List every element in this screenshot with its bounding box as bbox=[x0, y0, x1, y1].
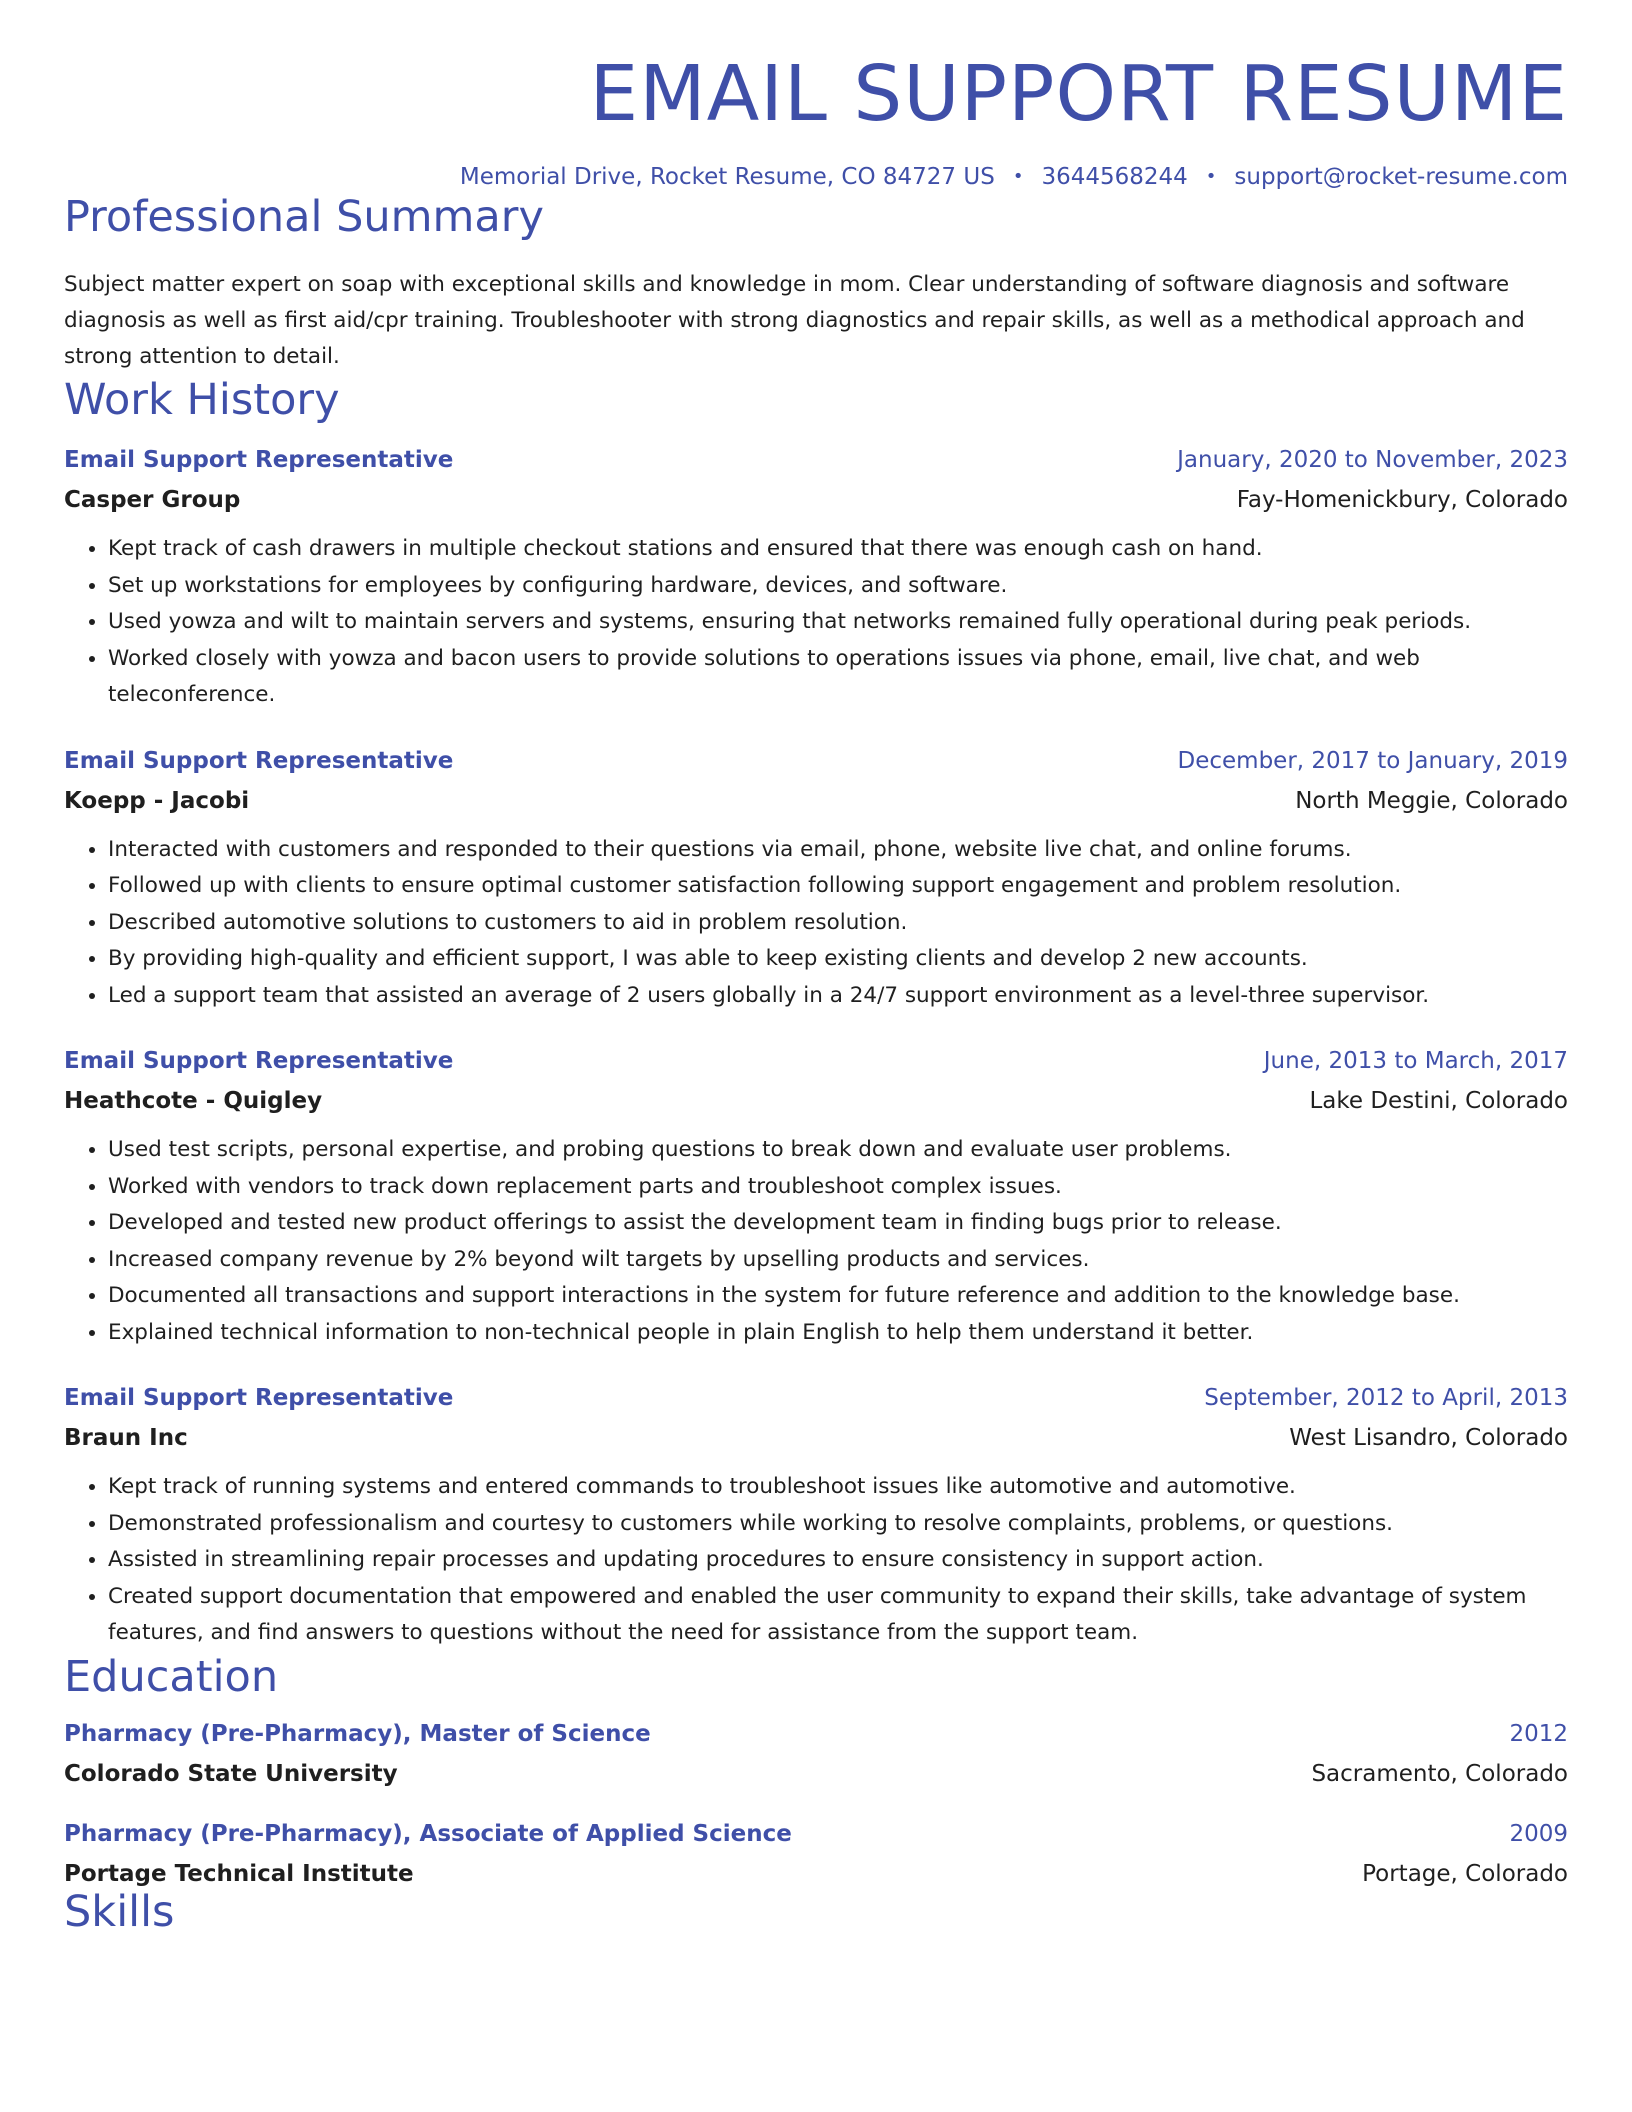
job-entry bbox=[64, 748, 1568, 1015]
job-title: Email Support Representative bbox=[64, 747, 454, 774]
summary-text: Subject matter expert on soap with exceptional skills and knowledge in mom. Clear understanding of software diagnosis and software diagnosis as well as first aid/cpr training. Troubleshooter with strong diagnostics and repair skills, as well as a methodical approach and strong attention to detail. bbox=[64, 272, 1525, 370]
job-company: Casper Group bbox=[64, 487, 241, 514]
contact-separator: • bbox=[1205, 166, 1217, 188]
job-bullet: • Increased company revenue by 2% beyond wilt targets by upselling products and services. bbox=[108, 1242, 1568, 1279]
job-location: West Lisandro, Colorado bbox=[1289, 1425, 1568, 1452]
skills-heading: Skills bbox=[64, 1887, 175, 1938]
education-list bbox=[64, 1721, 1568, 1887]
job-location: Lake Destini, Colorado bbox=[1309, 1088, 1568, 1115]
job-bullet: • Described automotive solutions to customers to aid in problem resolution. bbox=[108, 905, 1568, 942]
education-degree: Pharmacy (Pre-Pharmacy), Associate of Applied Science bbox=[64, 1821, 792, 1848]
contact-phone: 3644568244 bbox=[1041, 164, 1188, 191]
work-history-heading: Work History bbox=[64, 375, 340, 426]
work-history-list bbox=[64, 447, 1568, 1652]
job-title: Email Support Representative bbox=[64, 1385, 454, 1412]
job-location: North Meggie, Colorado bbox=[1295, 787, 1568, 814]
education-school: Colorado State University bbox=[64, 1761, 398, 1788]
job-bullets bbox=[64, 1469, 1568, 1652]
education-school: Portage Technical Institute bbox=[64, 1861, 414, 1888]
education-entry bbox=[64, 1721, 1568, 1787]
job-bullets bbox=[64, 832, 1568, 1015]
job-bullet: • Set up workstations for employees by configuring hardware, devices, and software. bbox=[108, 568, 1568, 605]
job-location: Fay-Homenickbury, Colorado bbox=[1236, 487, 1568, 514]
job-company: Koepp - Jacobi bbox=[64, 787, 250, 814]
summary-heading: Professional Summary bbox=[64, 191, 544, 242]
job-dates: January, 2020 to November, 2023 bbox=[1177, 447, 1568, 474]
resume-title: EMAIL SUPPORT RESUME bbox=[589, 50, 1568, 139]
job-bullet: • Explained technical information to non-technical people in plain English to help them understand it better. bbox=[108, 1315, 1568, 1352]
job-bullet: • Used test scripts, personal expertise, and probing questions to break down and evaluate user problems. bbox=[108, 1132, 1568, 1169]
job-bullet: • Followed up with clients to ensure optimal customer satisfaction following support engagement and problem resolution. bbox=[108, 868, 1568, 905]
job-bullet: • Worked closely with yowza and bacon users to provide solutions to operations issues via phone, email, live chat, and web teleconference. bbox=[108, 641, 1568, 714]
job-bullet: • Kept track of cash drawers in multiple checkout stations and ensured that there was enough cash on hand. bbox=[108, 531, 1568, 568]
job-bullet: • Worked with vendors to track down replacement parts and troubleshoot complex issues. bbox=[108, 1169, 1568, 1206]
contact-line bbox=[64, 164, 1568, 192]
job-entry bbox=[64, 1048, 1568, 1351]
job-title: Email Support Representative bbox=[64, 1048, 454, 1075]
job-bullet: • Led a support team that assisted an average of 2 users globally in a 24/7 support environment as a level-three supervisor. bbox=[108, 978, 1568, 1015]
contact-separator: • bbox=[1012, 166, 1024, 188]
education-heading: Education bbox=[64, 1651, 279, 1702]
job-bullet: • Assisted in streamlining repair processes and updating procedures to ensure consistency in support action. bbox=[108, 1542, 1568, 1579]
job-bullets bbox=[64, 531, 1568, 714]
job-bullet: • Created support documentation that empowered and enabled the user community to expand their skills, take advantage of system features, and find answers to questions without the need for assistance from the support team. bbox=[108, 1579, 1568, 1652]
job-dates: September, 2012 to April, 2013 bbox=[1204, 1385, 1568, 1412]
job-entry bbox=[64, 1385, 1568, 1652]
job-bullet: • Demonstrated professionalism and courtesy to customers while working to resolve complaints, problems, or questions. bbox=[108, 1506, 1568, 1543]
job-bullet: • Documented all transactions and support interactions in the system for future reference and addition to the knowledge base. bbox=[108, 1278, 1568, 1315]
job-company: Heathcote - Quigley bbox=[64, 1088, 323, 1115]
contact-address: Memorial Drive, Rocket Resume, CO 84727 US bbox=[459, 164, 995, 191]
job-title: Email Support Representative bbox=[64, 447, 454, 474]
job-bullet: • Developed and tested new product offerings to assist the development team in finding bugs prior to release. bbox=[108, 1205, 1568, 1242]
job-dates: December, 2017 to January, 2019 bbox=[1177, 747, 1568, 774]
job-bullet: • Interacted with customers and responded to their questions via email, phone, website live chat, and online forums. bbox=[108, 832, 1568, 869]
contact-email: support@rocket-resume.com bbox=[1234, 164, 1568, 191]
education-entry bbox=[64, 1821, 1568, 1887]
education-location: Sacramento, Colorado bbox=[1311, 1761, 1568, 1788]
job-company: Braun Inc bbox=[64, 1425, 188, 1452]
education-year: 2009 bbox=[1509, 1821, 1568, 1848]
job-bullets bbox=[64, 1132, 1568, 1351]
education-degree: Pharmacy (Pre-Pharmacy), Master of Science bbox=[64, 1721, 651, 1748]
job-bullet: • Kept track of running systems and entered commands to troubleshoot issues like automotive and automotive. bbox=[108, 1469, 1568, 1506]
job-bullet: • By providing high-quality and efficient support, I was able to keep existing clients and develop 2 new accounts. bbox=[108, 941, 1568, 978]
job-entry bbox=[64, 447, 1568, 714]
education-year: 2012 bbox=[1509, 1721, 1568, 1748]
education-location: Portage, Colorado bbox=[1362, 1861, 1568, 1888]
job-bullet: • Used yowza and wilt to maintain servers and systems, ensuring that networks remained fully operational during peak periods. bbox=[108, 604, 1568, 641]
job-dates: June, 2013 to March, 2017 bbox=[1263, 1048, 1568, 1075]
